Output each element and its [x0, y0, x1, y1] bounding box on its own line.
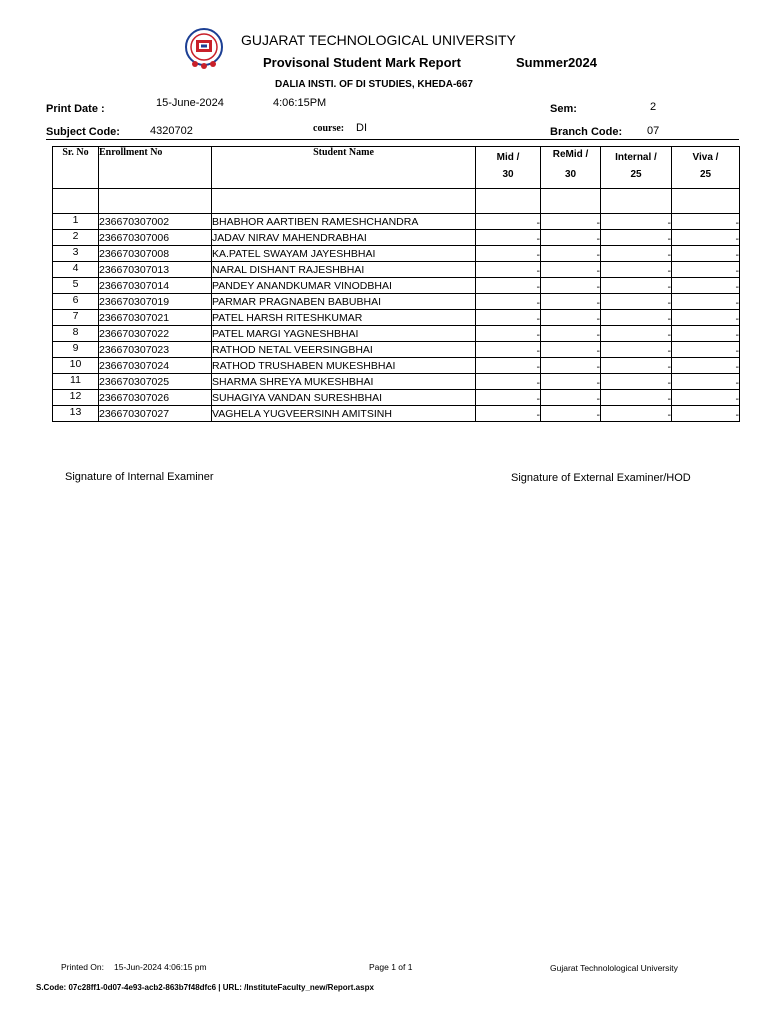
row-student-name: SHARMA SHREYA MUKESHBHAI — [212, 374, 476, 390]
table-row — [53, 230, 740, 246]
row-enrollment: 236670307008 — [99, 246, 212, 262]
header-divider — [46, 139, 739, 140]
table-row — [53, 278, 740, 294]
institute-name: DALIA INSTI. OF DI STUDIES, KHEDA-667 — [275, 79, 473, 90]
row-enrollment: 236670307025 — [99, 374, 212, 390]
col-header-mid-label: Mid / — [496, 152, 520, 163]
col-header-name: Student Name — [212, 147, 476, 189]
row-student-name: BHABHOR AARTIBEN RAMESHCHANDRA — [212, 214, 476, 230]
sem-value: 2 — [650, 101, 657, 113]
col-header-viva-label: Viva / — [692, 152, 719, 163]
col-header-viva — [672, 147, 740, 189]
table-row — [53, 214, 740, 230]
row-mid-mark: - — [476, 390, 541, 406]
table-row — [53, 294, 740, 310]
table-row — [53, 262, 740, 278]
row-internal-mark: - — [601, 278, 672, 294]
row-enrollment: 236670307026 — [99, 390, 212, 406]
row-internal-mark: - — [601, 374, 672, 390]
row-internal-mark: - — [601, 326, 672, 342]
row-student-name: NARAL DISHANT RAJESHBHAI — [212, 262, 476, 278]
row-internal-mark: - — [601, 310, 672, 326]
col-header-internal — [601, 147, 672, 189]
course-label: course: — [313, 123, 345, 134]
table-row — [53, 326, 740, 342]
branch-code-label: Branch Code: — [550, 126, 623, 138]
row-sr: 4 — [53, 262, 99, 278]
col-header-mid-max: 30 — [502, 169, 514, 180]
row-mid-mark: - — [476, 262, 541, 278]
row-remid-mark: - — [541, 358, 601, 374]
row-viva-mark: - — [672, 406, 740, 422]
col-header-sr: Sr. No — [53, 147, 99, 189]
col-header-remid-max: 30 — [564, 169, 577, 180]
row-viva-mark: - — [672, 214, 740, 230]
row-enrollment: 236670307024 — [99, 358, 212, 374]
row-sr: 3 — [53, 246, 99, 262]
print-time-value: 4:06:15PM — [273, 97, 327, 109]
row-enrollment: 236670307006 — [99, 230, 212, 246]
row-viva-mark: - — [672, 310, 740, 326]
row-remid-mark: - — [541, 390, 601, 406]
page-number: Page 1 of 1 — [369, 962, 413, 972]
table-row — [53, 246, 740, 262]
row-viva-mark: - — [672, 278, 740, 294]
row-viva-mark: - — [672, 246, 740, 262]
row-viva-mark: - — [672, 230, 740, 246]
row-sr: 13 — [53, 406, 99, 422]
row-remid-mark: - — [541, 406, 601, 422]
row-mid-mark: - — [476, 374, 541, 390]
row-mid-mark: - — [476, 230, 541, 246]
row-viva-mark: - — [672, 342, 740, 358]
row-sr: 2 — [53, 230, 99, 246]
row-sr: 12 — [53, 390, 99, 406]
row-remid-mark: - — [541, 214, 601, 230]
external-examiner-signature: Signature of External Examiner/HOD — [511, 472, 691, 484]
report-title: Provisonal Student Mark Report — [263, 55, 461, 70]
row-remid-mark: - — [541, 262, 601, 278]
row-enrollment: 236670307019 — [99, 294, 212, 310]
table-header-row — [53, 147, 740, 189]
table-row — [53, 342, 740, 358]
col-header-remid — [541, 147, 601, 189]
row-internal-mark: - — [601, 342, 672, 358]
row-internal-mark: - — [601, 358, 672, 374]
row-sr: 9 — [53, 342, 99, 358]
row-mid-mark: - — [476, 214, 541, 230]
session-code: S.Code: 07c28ff1-0d07-4e93-acb2-863b7f48dfc6 | URL: /InstituteFaculty_new/Report.aspx — [36, 983, 374, 992]
print-date-label: Print Date : — [46, 103, 105, 115]
col-header-internal-max: 25 — [630, 169, 642, 180]
row-viva-mark: - — [672, 262, 740, 278]
row-viva-mark: - — [672, 358, 740, 374]
row-student-name: PATEL MARGI YAGNESHBHAI — [212, 326, 476, 342]
row-remid-mark: - — [541, 230, 601, 246]
row-sr: 11 — [53, 374, 99, 390]
row-remid-mark: - — [541, 310, 601, 326]
table-spacer-row — [53, 189, 740, 214]
row-sr: 1 — [53, 214, 99, 230]
table-row — [53, 358, 740, 374]
row-sr: 10 — [53, 358, 99, 374]
row-remid-mark: - — [541, 342, 601, 358]
table-row — [53, 406, 740, 422]
row-sr: 5 — [53, 278, 99, 294]
table-row — [53, 390, 740, 406]
col-header-viva-max: 25 — [699, 169, 712, 180]
row-enrollment: 236670307027 — [99, 406, 212, 422]
row-mid-mark: - — [476, 358, 541, 374]
row-student-name: PATEL HARSH RITESHKUMAR — [212, 310, 476, 326]
sem-label: Sem: — [550, 103, 577, 115]
row-mid-mark: - — [476, 246, 541, 262]
row-viva-mark: - — [672, 294, 740, 310]
row-enrollment: 236670307023 — [99, 342, 212, 358]
row-mid-mark: - — [476, 406, 541, 422]
printed-on-label: Printed On: — [61, 962, 104, 972]
row-remid-mark: - — [541, 326, 601, 342]
row-mid-mark: - — [476, 342, 541, 358]
table-row — [53, 374, 740, 390]
row-enrollment: 236670307022 — [99, 326, 212, 342]
exam-session: Summer2024 — [516, 55, 597, 70]
row-student-name: JADAV NIRAV MAHENDRABHAI — [212, 230, 476, 246]
row-viva-mark: - — [672, 390, 740, 406]
row-remid-mark: - — [541, 246, 601, 262]
university-name: GUJARAT TECHNOLOGICAL UNIVERSITY — [241, 32, 516, 48]
row-sr: 7 — [53, 310, 99, 326]
print-date-value: 15-June-2024 — [156, 97, 224, 109]
col-header-remid-label: ReMid / — [552, 149, 589, 160]
row-remid-mark: - — [541, 374, 601, 390]
branch-code-value: 07 — [647, 125, 660, 137]
row-enrollment: 236670307002 — [99, 214, 212, 230]
row-internal-mark: - — [601, 390, 672, 406]
col-header-internal-label: Internal / — [615, 152, 657, 163]
university-logo — [182, 27, 226, 71]
course-value: DI — [356, 122, 367, 134]
row-student-name: VAGHELA YUGVEERSINH AMITSINH — [212, 406, 476, 422]
row-internal-mark: - — [601, 214, 672, 230]
row-student-name: RATHOD TRUSHABEN MUKESHBHAI — [212, 358, 476, 374]
table-row — [53, 310, 740, 326]
col-header-enrollment: Enrollment No — [99, 147, 212, 189]
row-internal-mark: - — [601, 230, 672, 246]
row-student-name: RATHOD NETAL VEERSINGBHAI — [212, 342, 476, 358]
row-sr: 8 — [53, 326, 99, 342]
row-internal-mark: - — [601, 406, 672, 422]
row-remid-mark: - — [541, 294, 601, 310]
row-student-name: PARMAR PRAGNABEN BABUBHAI — [212, 294, 476, 310]
row-internal-mark: - — [601, 294, 672, 310]
row-remid-mark: - — [541, 278, 601, 294]
row-mid-mark: - — [476, 310, 541, 326]
footer-org: Gujarat Technolological University — [550, 963, 678, 973]
row-enrollment: 236670307014 — [99, 278, 212, 294]
row-student-name: KA.PATEL SWAYAM JAYESHBHAI — [212, 246, 476, 262]
internal-examiner-signature: Signature of Internal Examiner — [65, 471, 214, 483]
row-mid-mark: - — [476, 294, 541, 310]
row-internal-mark: - — [601, 246, 672, 262]
marks-table — [52, 146, 740, 422]
row-enrollment: 236670307021 — [99, 310, 212, 326]
row-viva-mark: - — [672, 374, 740, 390]
row-mid-mark: - — [476, 278, 541, 294]
row-mid-mark: - — [476, 326, 541, 342]
row-student-name: SUHAGIYA VANDAN SURESHBHAI — [212, 390, 476, 406]
row-sr: 6 — [53, 294, 99, 310]
subject-code-value: 4320702 — [150, 125, 193, 137]
row-internal-mark: - — [601, 262, 672, 278]
row-student-name: PANDEY ANANDKUMAR VINODBHAI — [212, 278, 476, 294]
subject-code-label: Subject Code: — [46, 126, 120, 138]
col-header-mid — [476, 147, 541, 189]
row-enrollment: 236670307013 — [99, 262, 212, 278]
printed-on-value: 15-Jun-2024 4:06:15 pm — [114, 962, 207, 972]
row-viva-mark: - — [672, 326, 740, 342]
